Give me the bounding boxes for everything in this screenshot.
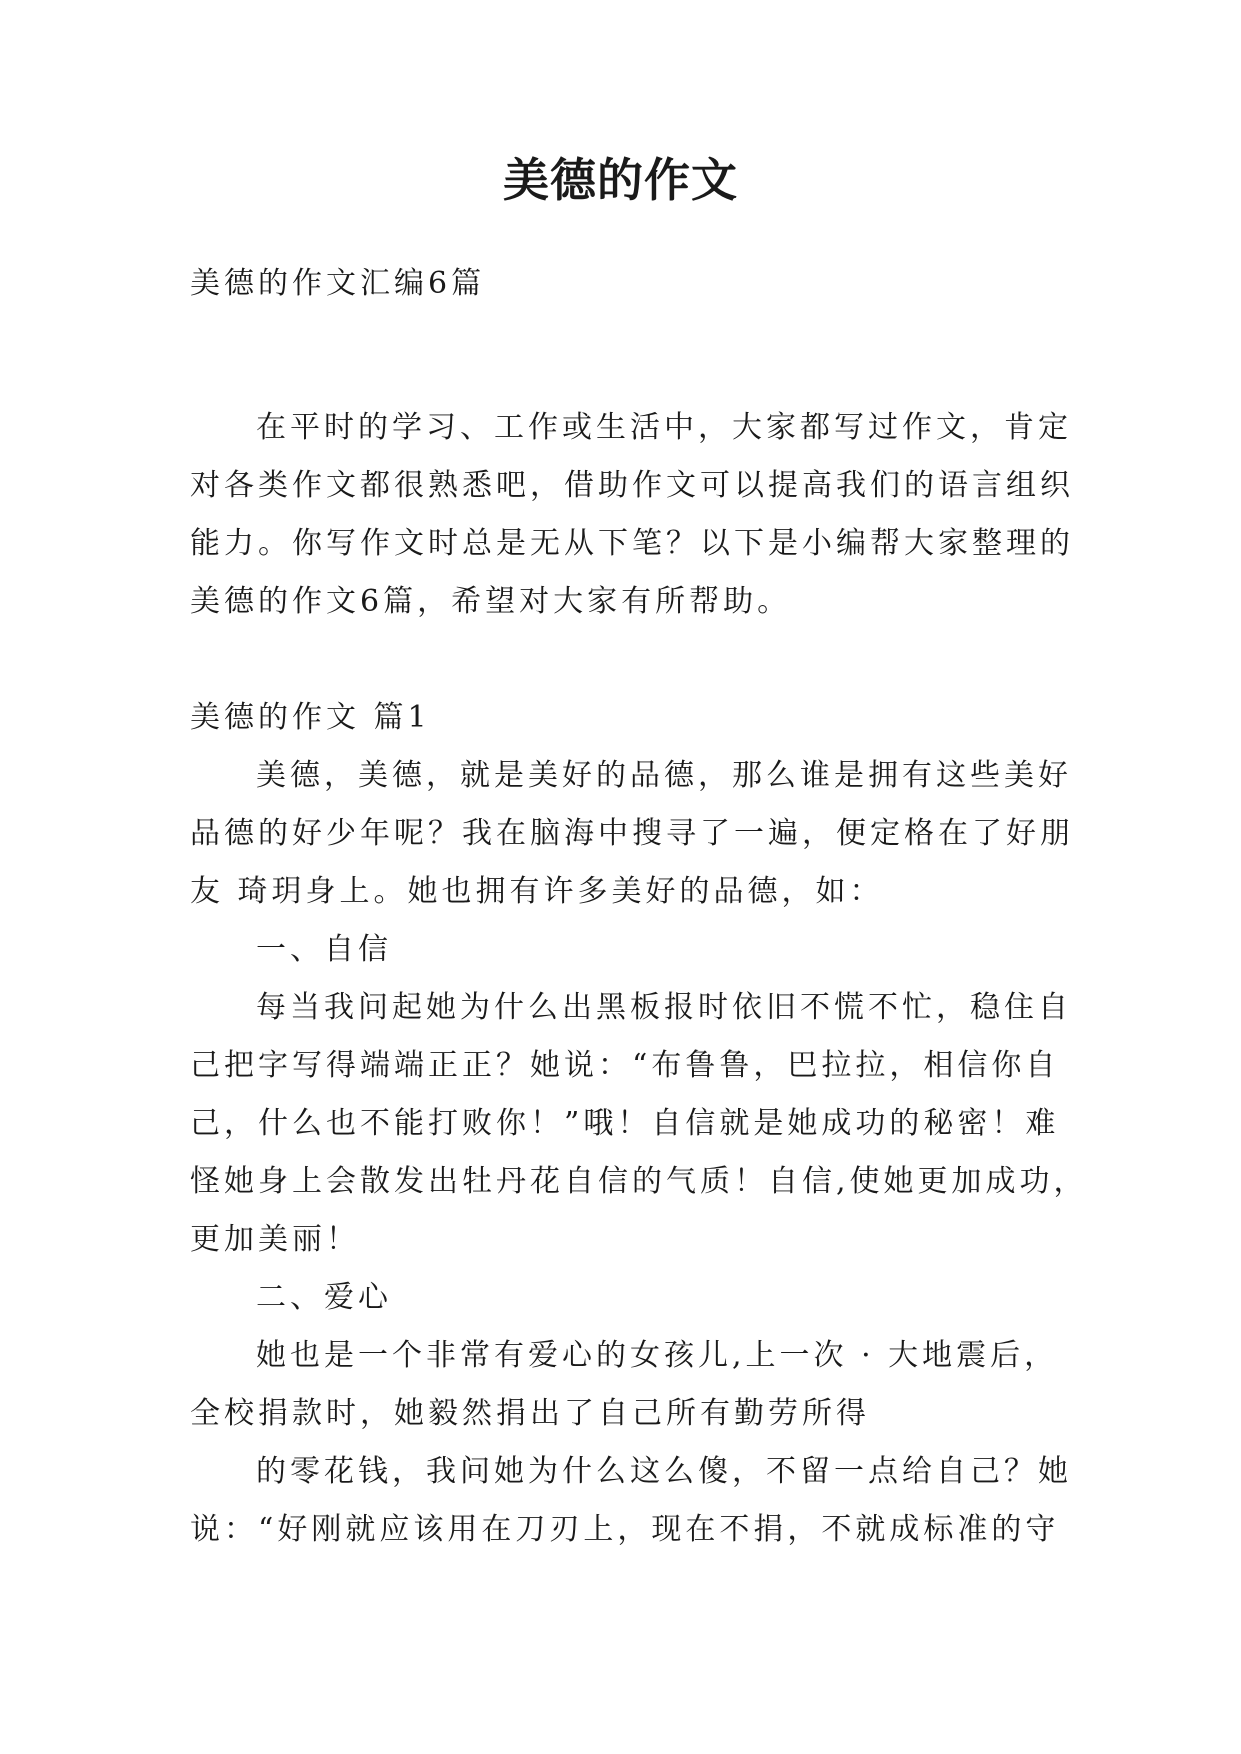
paragraph-line: 的零花钱，我问她为什么这么傻，不留一点给自己？她 [256, 1454, 1072, 1489]
paragraph-line: 己，什么也不能打败你！”哦！自信就是她成功的秘密！难 [190, 1106, 1060, 1141]
paragraph-line: 对各类作文都很熟悉吧，借助作文可以提高我们的语言组织 [190, 468, 1074, 503]
paragraph-line: 品德的好少年呢？我在脑海中搜寻了一遍，便定格在了好朋 [190, 816, 1074, 851]
paragraph-line: 友 琦玥身上。她也拥有许多美好的品德，如： [190, 874, 884, 909]
paragraph-line: 说：“好刚就应该用在刀刃上，现在不捐，不就成标准的守 [190, 1512, 1060, 1547]
paragraph-line: 己把字写得端端正正？她说：“布鲁鲁，巴拉拉，相信你自 [190, 1048, 1060, 1083]
paragraph-line: 怪她身上会散发出牡丹花自信的气质！自信,使她更加成功， [190, 1164, 1088, 1199]
paragraph-line: 她也是一个非常有爱心的女孩儿,上一次 · 大地震后， [256, 1338, 1059, 1373]
document-title: 美德的作文 [503, 153, 738, 207]
paragraph-line: 每当我问起她为什么出黑板报时依旧不慌不忙，稳住自 [256, 990, 1072, 1025]
paragraph-line: 在平时的学习、工作或生活中，大家都写过作文，肯定 [256, 410, 1072, 445]
subheading: 二、爱心 [256, 1280, 392, 1315]
paragraph-line: 全校捐款时，她毅然捐出了自己所有勤劳所得 [190, 1396, 870, 1431]
paragraph-line: 更加美丽！ [190, 1222, 360, 1257]
document-subtitle: 美德的作文汇编6篇 [190, 266, 486, 301]
section-heading: 美德的作文 篇1 [190, 700, 431, 735]
paragraph-line: 美德，美德，就是美好的品德，那么谁是拥有这些美好 [256, 758, 1072, 793]
paragraph-line: 美德的作文6篇，希望对大家有所帮助。 [190, 584, 792, 619]
subheading: 一、自信 [256, 932, 392, 967]
paragraph-line: 能力。你写作文时总是无从下笔？以下是小编帮大家整理的 [190, 526, 1074, 561]
